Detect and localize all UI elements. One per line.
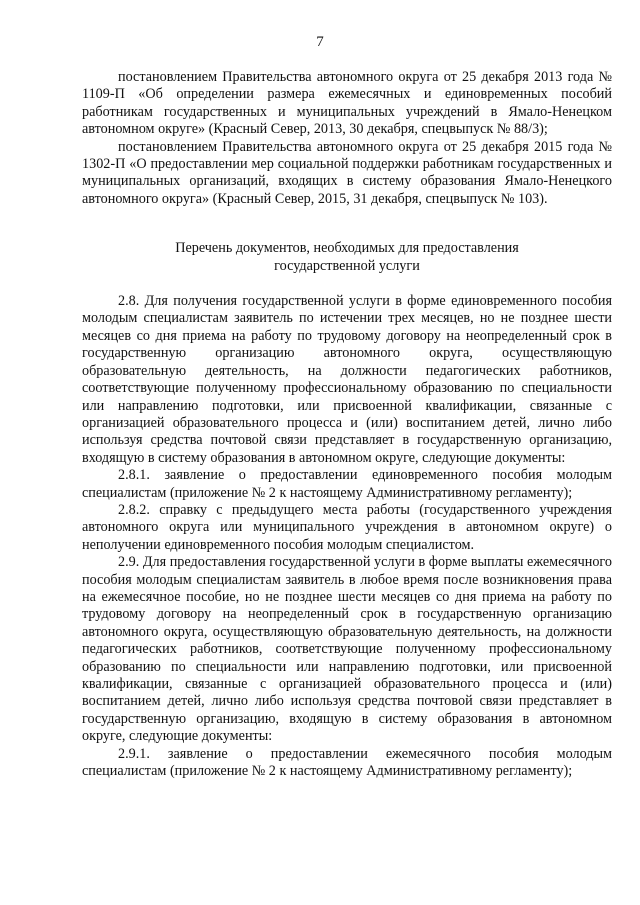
document-body — [82, 69, 612, 780]
section-heading — [82, 240, 612, 275]
paragraph-2-8: 2.8. Для получения государственной услуги в форме единовременного пособия молодым специалистам заявитель по истечении трех месяцев, но не позднее шести месяцев со дня приема на работу по трудовому договору на неопределенный срок в государственную организацию автономного округа, осуществляющую образовательную деятельность, на должности педагогических работников, соответствующие полученному профессиональному образованию по специальности или направлению подготовки, или присвоенной квалификации, связанные с организацией образовательного процесса и (или) воспитанием детей, лично либо используя средства почтовой связи представляет в государственную организацию, входящую в систему образования в автономном округе, следующие документы: — [82, 293, 612, 466]
page-number: 7 — [316, 34, 324, 50]
paragraph-2-9-1: 2.9.1. заявление о предоставлении ежемесячного пособия молодым специалистам (приложение № 2 к настоящему Административному регламенту); — [82, 745, 612, 780]
section-heading-line-1: Перечень документов, необходимых для предоставления — [175, 240, 519, 257]
paragraph-resolution-1109: постановлением Правительства автономного округа от 25 декабря 2013 года № 1109-П «Об определении размера ежемесячных и единовременных пособий работникам государственных и муниципальных учреждений в Ямало-Ненецком автономном округе» (Красный Север, 2013, 30 декабря, спецвыпуск № 88/3); — [82, 69, 612, 138]
paragraph-2-9: 2.9. Для предоставления государственной услуги в форме выплаты ежемесячного пособия молодым специалистам заявитель в любое время после возникновения права на ежемесячное пособие, но не позднее шести месяцев со дня приема на работу по трудовому договору на неопределенный срок в государственную организацию автономного округа, осуществляющую образовательную деятельность, на должности педагогических работников, соответствующие полученному профессиональному образованию по специальности или направлению подготовки, или присвоенной квалификации, связанные с организацией образовательного процесса и (или) воспитанием детей, лично либо используя средства почтовой связи представляет в государственную организацию, входящую в систему образования в автономном округе, следующие документы: — [82, 554, 612, 745]
paragraph-2-8-2: 2.8.2. справку с предыдущего места работы (государственного учреждения автономного округа или муниципального учреждения в автономном округе) о неполучении единовременного пособия молодым специалистом. — [82, 501, 612, 553]
paragraph-2-8-1: 2.8.1. заявление о предоставлении единовременного пособия молодым специалистам (приложение № 2 к настоящему Административному регламенту); — [82, 467, 612, 501]
section-heading-line-2: государственной услуги — [274, 257, 420, 274]
paragraph-resolution-1302: постановлением Правительства автономного округа от 25 декабря 2015 года № 1302-П «О предоставлении мер социальной поддержки работникам государственных и муниципальных организаций, входящих в систему образования Ямало-Ненецкого автономного округа» (Красный Север, 2015, 31 декабря, спецвыпуск № 103). — [82, 138, 612, 207]
